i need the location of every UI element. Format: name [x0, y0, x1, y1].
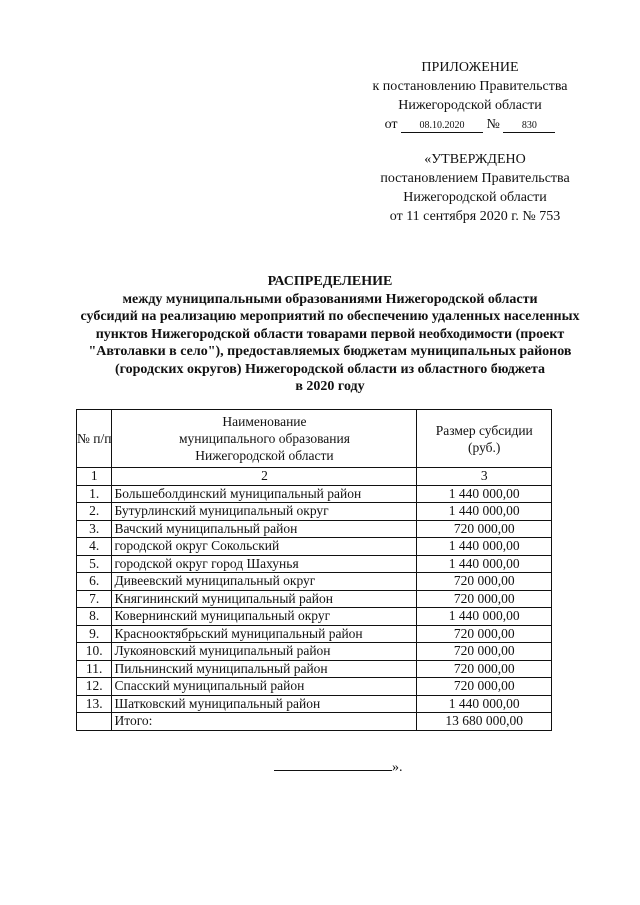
total-num-cell	[77, 713, 112, 731]
row-num: 3.	[77, 520, 112, 538]
from-label: от	[384, 117, 398, 132]
col-number-1: 1	[77, 468, 112, 486]
table-row	[77, 555, 552, 573]
row-amount: 1 440 000,00	[417, 608, 552, 626]
appendix-line-2: Нижегородской области	[398, 98, 542, 113]
title-line-1: РАСПРЕДЕЛЕНИЕ	[267, 274, 393, 289]
row-num: 4.	[77, 538, 112, 556]
approval-line-3: Нижегородской области	[403, 190, 547, 205]
row-name: Бутурлинский муниципальный округ	[112, 503, 417, 521]
row-amount: 1 440 000,00	[417, 538, 552, 556]
header-num: № п/п	[77, 410, 112, 468]
col-number-3: 3	[417, 468, 552, 486]
row-amount: 720 000,00	[417, 643, 552, 661]
row-amount: 720 000,00	[417, 678, 552, 696]
row-amount: 720 000,00	[417, 625, 552, 643]
table-row	[77, 520, 552, 538]
subsidy-table	[76, 409, 552, 731]
approval-line-4: от 11 сентября 2020 г. № 753	[389, 209, 561, 224]
row-name: городской округ Сокольский	[112, 538, 417, 556]
row-num: 11.	[77, 660, 112, 678]
row-name: Краснооктябрьский муниципальный район	[112, 625, 417, 643]
row-num: 2.	[77, 503, 112, 521]
total-amount: 13 680 000,00	[417, 713, 552, 731]
row-amount: 1 440 000,00	[417, 555, 552, 573]
row-num: 1.	[77, 485, 112, 503]
decree-date: 08.10.2020	[401, 120, 483, 133]
closing-line	[274, 760, 403, 776]
table-row	[77, 625, 552, 643]
column-number-row	[77, 468, 552, 486]
header-name-line-2: муниципального образования	[179, 431, 350, 446]
row-num: 10.	[77, 643, 112, 661]
title-line-3: субсидий на реализацию мероприятий по обеспечению удаленных населенных	[80, 309, 580, 324]
total-label: Итого:	[112, 713, 417, 731]
row-name: Ковернинский муниципальный округ	[112, 608, 417, 626]
closing-quote: ».	[392, 760, 403, 775]
table-row	[77, 590, 552, 608]
row-amount: 1 440 000,00	[417, 503, 552, 521]
title-line-6: (городских округов) Нижегородской области из областного бюджета	[114, 361, 546, 377]
decree-number: 830	[503, 120, 555, 133]
table-row	[77, 695, 552, 713]
row-name: Шатковский муниципальный район	[112, 695, 417, 713]
table-header-row	[77, 410, 552, 468]
row-amount: 720 000,00	[417, 520, 552, 538]
header-name-line-1: Наименование	[222, 414, 307, 429]
signature-rule	[274, 760, 392, 771]
row-amount: 720 000,00	[417, 590, 552, 608]
approval-line-2: постановлением Правительства	[380, 171, 570, 186]
appendix-date-line	[340, 115, 600, 134]
header-amount-line-1: Размер субсидии	[435, 422, 533, 438]
table-row	[77, 573, 552, 591]
row-name: Дивеевский муниципальный округ	[112, 573, 417, 591]
row-name: городской округ город Шахунья	[112, 555, 417, 573]
row-num: 13.	[77, 695, 112, 713]
table-row	[77, 503, 552, 521]
title-line-2: между муниципальными образованиями Нижегородской области	[122, 291, 538, 307]
total-row	[77, 713, 552, 731]
row-num: 5.	[77, 555, 112, 573]
number-label: №	[486, 117, 500, 132]
appendix-block	[340, 58, 600, 134]
appendix-line-1: к постановлению Правительства	[372, 79, 568, 94]
row-name: Вачский муниципальный район	[112, 520, 417, 538]
row-num: 7.	[77, 590, 112, 608]
row-num: 8.	[77, 608, 112, 626]
row-num: 9.	[77, 625, 112, 643]
table-row	[77, 485, 552, 503]
title-line-4: пунктов Нижегородской области товарами первой необходимости (проект	[95, 326, 565, 342]
row-name: Княгининский муниципальный район	[112, 590, 417, 608]
row-amount: 1 440 000,00	[417, 485, 552, 503]
header-amount	[417, 410, 552, 468]
row-amount: 720 000,00	[417, 660, 552, 678]
col-number-2: 2	[112, 468, 417, 486]
table-row	[77, 608, 552, 626]
document-title	[50, 273, 610, 396]
header-name-line-3: Нижегородской области	[195, 448, 334, 463]
table-row	[77, 538, 552, 556]
approval-line-1: «УТВЕРЖДЕНО	[424, 152, 526, 167]
row-amount: 720 000,00	[417, 573, 552, 591]
header-name	[112, 410, 417, 468]
row-num: 6.	[77, 573, 112, 591]
row-name: Большеболдинский муниципальный район	[112, 485, 417, 503]
table-row	[77, 660, 552, 678]
row-name: Спасский муниципальный район	[112, 678, 417, 696]
title-line-7: в 2020 году	[295, 379, 365, 394]
table-row	[77, 643, 552, 661]
appendix-title: ПРИЛОЖЕНИЕ	[421, 60, 519, 75]
row-name: Лукояновский муниципальный район	[112, 643, 417, 661]
row-amount: 1 440 000,00	[417, 695, 552, 713]
title-line-5: "Автолавки в село"), предоставляемых бюджетам муниципальных районов	[88, 344, 572, 359]
header-amount-line-2: (руб.)	[468, 439, 501, 455]
row-name: Пильнинский муниципальный район	[112, 660, 417, 678]
row-num: 12.	[77, 678, 112, 696]
table-row	[77, 678, 552, 696]
approval-block	[350, 150, 600, 226]
